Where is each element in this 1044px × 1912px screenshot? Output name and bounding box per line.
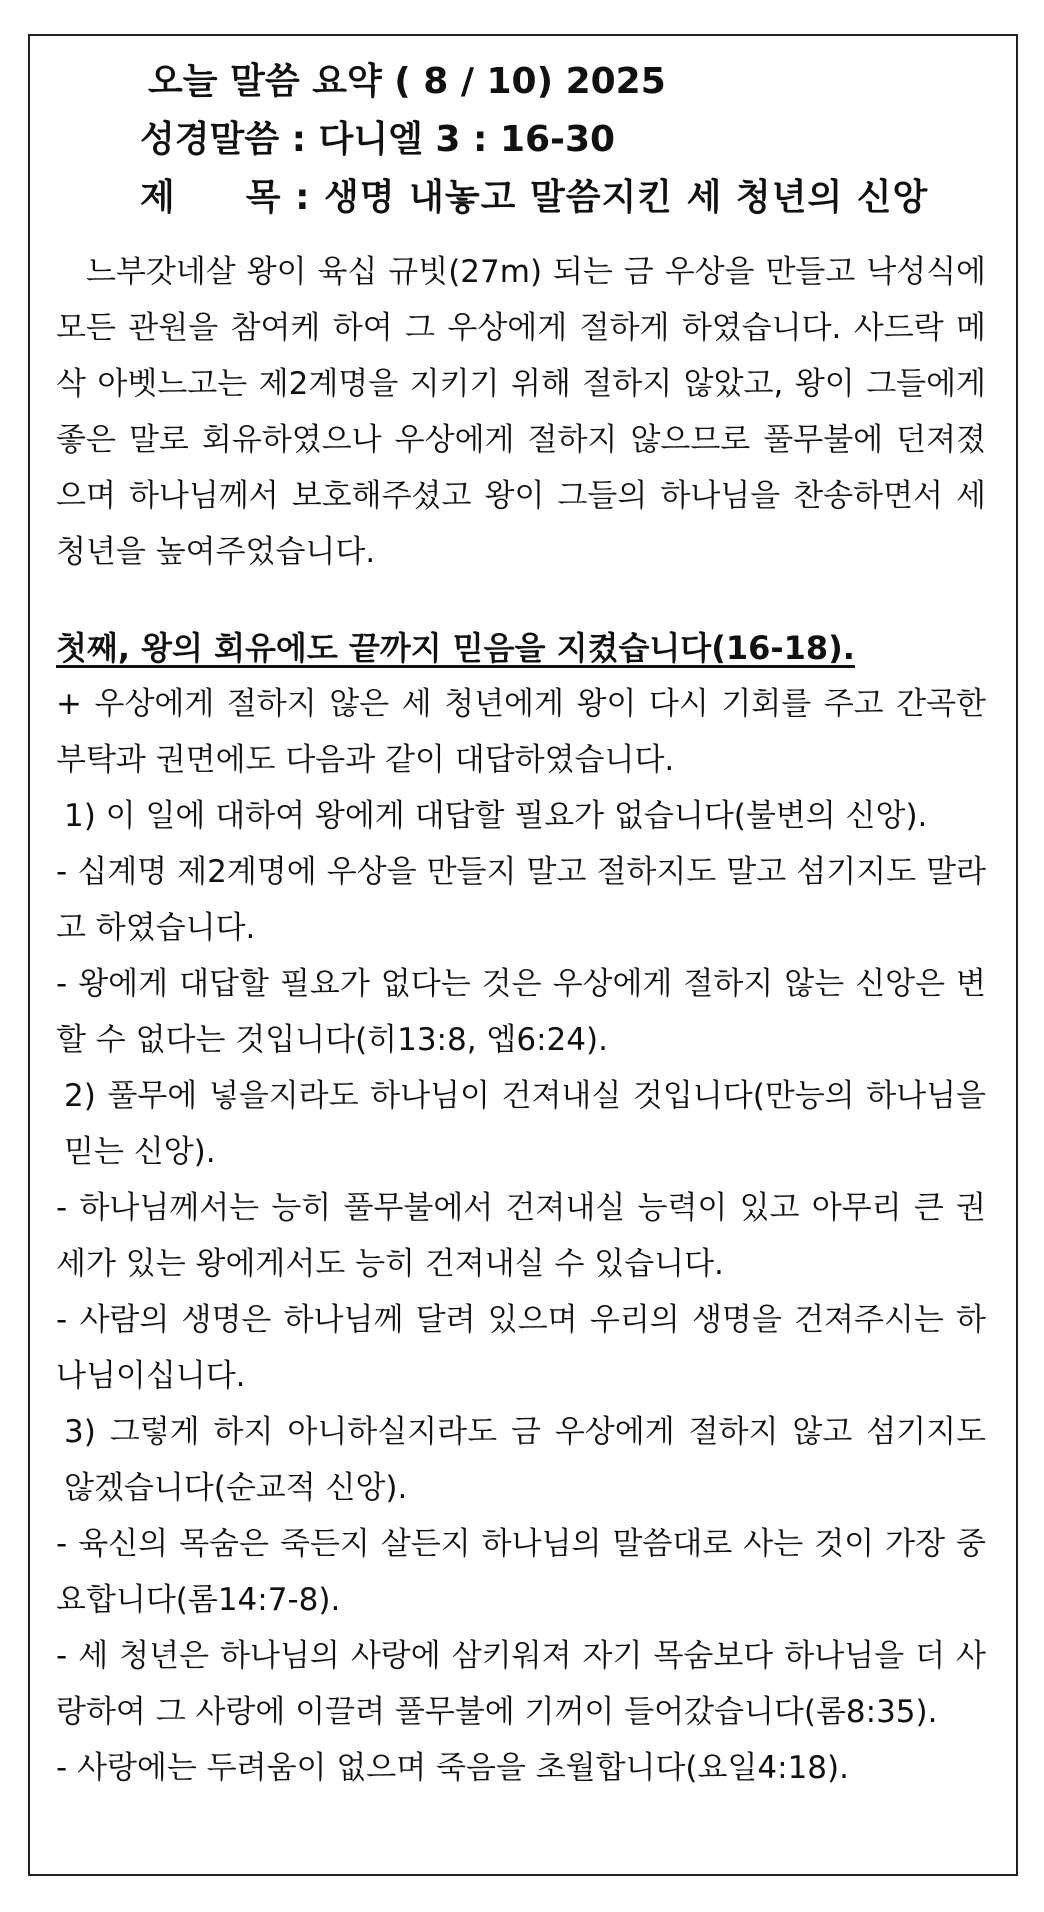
topic-label-first-char: 제	[140, 177, 176, 218]
sermon-topic	[140, 176, 928, 220]
point-line: - 사람의 생명은 하나님께 달려 있으며 우리의 생명을 건져주시는 하나님이십니다.	[56, 1302, 986, 1394]
section-heading-first: 첫째, 왕의 회유에도 끝까지 믿음을 지켰습니다(16-18).	[56, 629, 855, 667]
point-line: 2) 풀무에 넣을지라도 하나님이 건져내실 것입니다(만능의 하나님을 믿는 신앙).	[64, 1078, 986, 1170]
point-line: - 왕에게 대답할 필요가 없다는 것은 우상에게 절하지 않는 신앙은 변할 수 없다는 것입니다(히13:8, 엡6:24).	[56, 966, 986, 1058]
point-line: - 십계명 제2계명에 우상을 만들지 말고 절하지도 말고 섬기지도 말라고 하였습니다.	[56, 854, 986, 946]
intro-paragraph: 느부갓네살 왕이 육십 규빗(27m) 되는 금 우상을 만들고 낙성식에 모든 관원을 참여케 하여 그 우상에게 절하게 하였습니다. 사드락 메삭 아벳느고는 제2계명을 지키기 위해 절하지 않았고, 왕이 그들에게 좋은 말로 회유하였으나 우상에게 절하지 않으므로 풀무불에 던져졌으며 하나님께서 보호해주셨고 왕이 그들의 하나님을 찬송하면서 세 청년을 높여주었습니다.	[56, 254, 986, 570]
page-title: 오늘 말씀 요약 ( 8 / 10) 2025	[148, 61, 666, 102]
point-line: - 세 청년은 하나님의 사랑에 삼키워져 자기 목숨보다 하나님을 더 사랑하여 그 사랑에 이끌려 풀무불에 기꺼이 들어갔습니다(롬8:35).	[56, 1638, 986, 1730]
point-line: 3) 그렇게 하지 아니하실지라도 금 우상에게 절하지 않고 섬기지도 않겠습니다(순교적 신앙).	[64, 1414, 986, 1506]
point-line: + 우상에게 절하지 않은 세 청년에게 왕이 다시 기회를 주고 간곡한 부탁과 권면에도 다음과 같이 대답하였습니다.	[56, 686, 986, 778]
point-line: - 육신의 목숨은 죽든지 살든지 하나님의 말씀대로 사는 것이 가장 중요합니다(롬14:7-8).	[56, 1526, 987, 1618]
point-line: - 하나님께서는 능히 풀무불에서 건져내실 능력이 있고 아무리 큰 권세가 있는 왕에게서도 능히 건져내실 수 있습니다.	[56, 1190, 986, 1282]
scripture-reference: 성경말씀 : 다니엘 3 : 16-30	[140, 119, 616, 160]
section-points	[56, 676, 986, 1796]
point-line: - 사랑에는 두려움이 없으며 죽음을 초월합니다(요일4:18).	[56, 1750, 849, 1786]
point-line: 1) 이 일에 대하여 왕에게 대답할 필요가 없습니다(불변의 신앙).	[64, 798, 928, 834]
topic-text: 목 : 생명 내놓고 말씀지킨 세 청년의 신앙	[245, 177, 929, 218]
